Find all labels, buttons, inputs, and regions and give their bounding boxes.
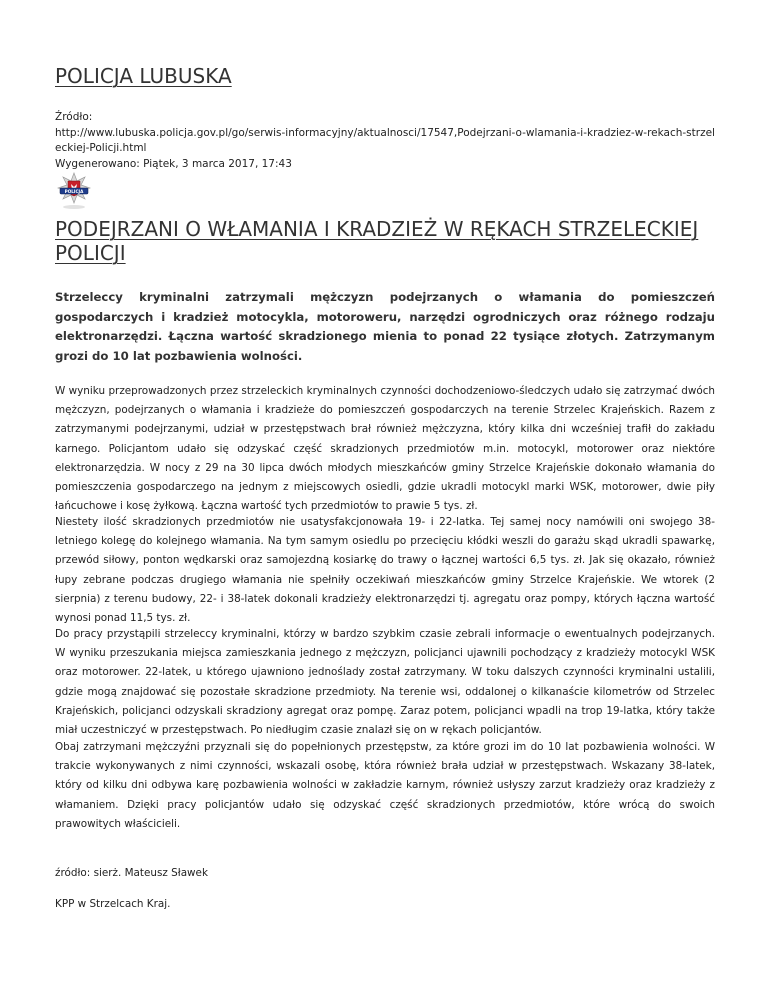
logo-text: POLICJA: [64, 188, 84, 194]
article-paragraph-4: Obaj zatrzymani mężczyźni przyznali się do popełnionych przestępstw, za które grozi im do 10 lat pozbawienia wolności. W trakcie wykonywanych z nimi czynności, wskazali osobę, która również brała udział w przestępstwach. Wskazany 38-latek, który od kilku dni odbywa karę pozbawienia wolności w zakładzie karnym, również usłyszy zarzut kradzieży oraz kradzieży z włamaniem. Dzięki pracy policjantów udało się odzyskać część skradzionych przedmiotów, które wrócą do swoich prawowitych właścicieli.: [55, 741, 715, 830]
source-label: Źródło:: [55, 111, 93, 123]
article-paragraph-2: Niestety ilość skradzionych przedmiotów nie usatysfakcjonowała 19- i 22-latka. Tej samej nocy namówili oni swojego 38-letniego kolegę do kolejnego włamania. Na tym samym osiedlu po przecięciu kłódki weszli do garażu skąd ukradli spawarkę, przewód siłowy, ponton wędkarski oraz samojezdną kosiarkę do trawy o łącznej wartości 6,5 tys. zł. Jak się okazało, również łupy zebrane podczas drugiego włamania nie spełniły oczekiwań mieszkańców gminy Strzelce Krajeńskie. We wtorek (2 sierpnia) z terenu budowy, 22- i 38-latek dokonali kradzieży elektronarzędzi tj. agregatu oraz pompy, których łączna wartość wynosi ponad 11,5 tys. zł.: [55, 516, 715, 625]
article-source-author: źródło: sierż. Mateusz Sławek: [55, 867, 208, 879]
article-lead: Strzeleccy kryminalni zatrzymali mężczyzn podejrzanych o włamania do pomieszczeń gospodarczych i kradzież motocykla, motoroweru, narzędzi ogrodniczych oraz różnego rodzaju elektronarzędzi. Łączna wartość skradzionego mienia to ponad 22 tysiące złotych. Zatrzymanym grozi do 10 lat pozbawienia wolności.: [55, 290, 715, 363]
article-title[interactable]: PODEJRZANI O WŁAMANIA I KRADZIEŻ W RĘKACH STRZELECKIEJ POLICJI: [55, 217, 699, 265]
source-meta: [55, 110, 715, 172]
source-url[interactable]: http://www.lubuska.policja.gov.pl/go/serwis-informacyjny/aktualnosci/17547,Podejrzani-o-wlamania-i-kradziez-w-rekach-strzeleckiej-Policji.html: [55, 126, 715, 154]
article-unit: KPP w Strzelcach Kraj.: [55, 898, 171, 910]
generated-timestamp: Wygenerowano: Piątek, 3 marca 2017, 17:43: [55, 157, 292, 170]
article-paragraph-1: W wyniku przeprowadzonych przez strzeleckich kryminalnych czynności dochodzeniowo-śledczych udało się zatrzymać dwóch mężczyzn, podejrzanych o włamania i kradzieże do pomieszczeń gospodarczych na terenie Strzelec Krajeńskich. Razem z zatrzymanymi podejrzanymi, udział w przestępstwach brał również mężczyzna, który kilka dni wcześniej trafił do zakładu karnego. Policjantom udało się odzyskać część skradzionych przedmiotów m.in. motocykl, motorower oraz niektóre elektronarzędzia. W nocy z 29 na 30 lipca dwóch młodych mieszkańców gminy Strzelce Krajeńskie dokonało włamania do pomieszczenia gospodarczego na jednym z miejscowych osiedli, gdzie ukradli motocykl marki WSK, motorower, dwie piły łańcuchowe i kosę żyłkową. Łączna wartość tych przedmiotów to prawie 5 tys. zł.: [55, 385, 715, 513]
police-badge-logo-icon: [57, 172, 91, 210]
site-title[interactable]: POLICJA LUBUSKA: [55, 64, 232, 88]
article-paragraph-3: Do pracy przystąpili strzeleccy kryminalni, którzy w bardzo szybkim czasie zebrali informacje o ewentualnych podejrzanych. W wyniku przeszukania miejsca zamieszkania jednego z mężczyzn, policjanci ujawnili pochodzący z kradzieży motocykl WSK oraz motorower. 22-latek, u którego ujawniono jednoślady został zatrzymany. W toku dalszych czynności kryminalni ustalili, gdzie mogą znajdować się pozostałe skradzione przedmioty. Na terenie wsi, oddalonej o kilkanaście kilometrów od Strzelec Krajeńskich, policjanci odzyskali skradziony agregat oraz pompę. Zaraz potem, policjanci wpadli na trop 19-latka, który także miał uczestniczyć w przestępstwach. Po niedługim czasie znalazł się on w rękach policjantów.: [55, 628, 715, 737]
